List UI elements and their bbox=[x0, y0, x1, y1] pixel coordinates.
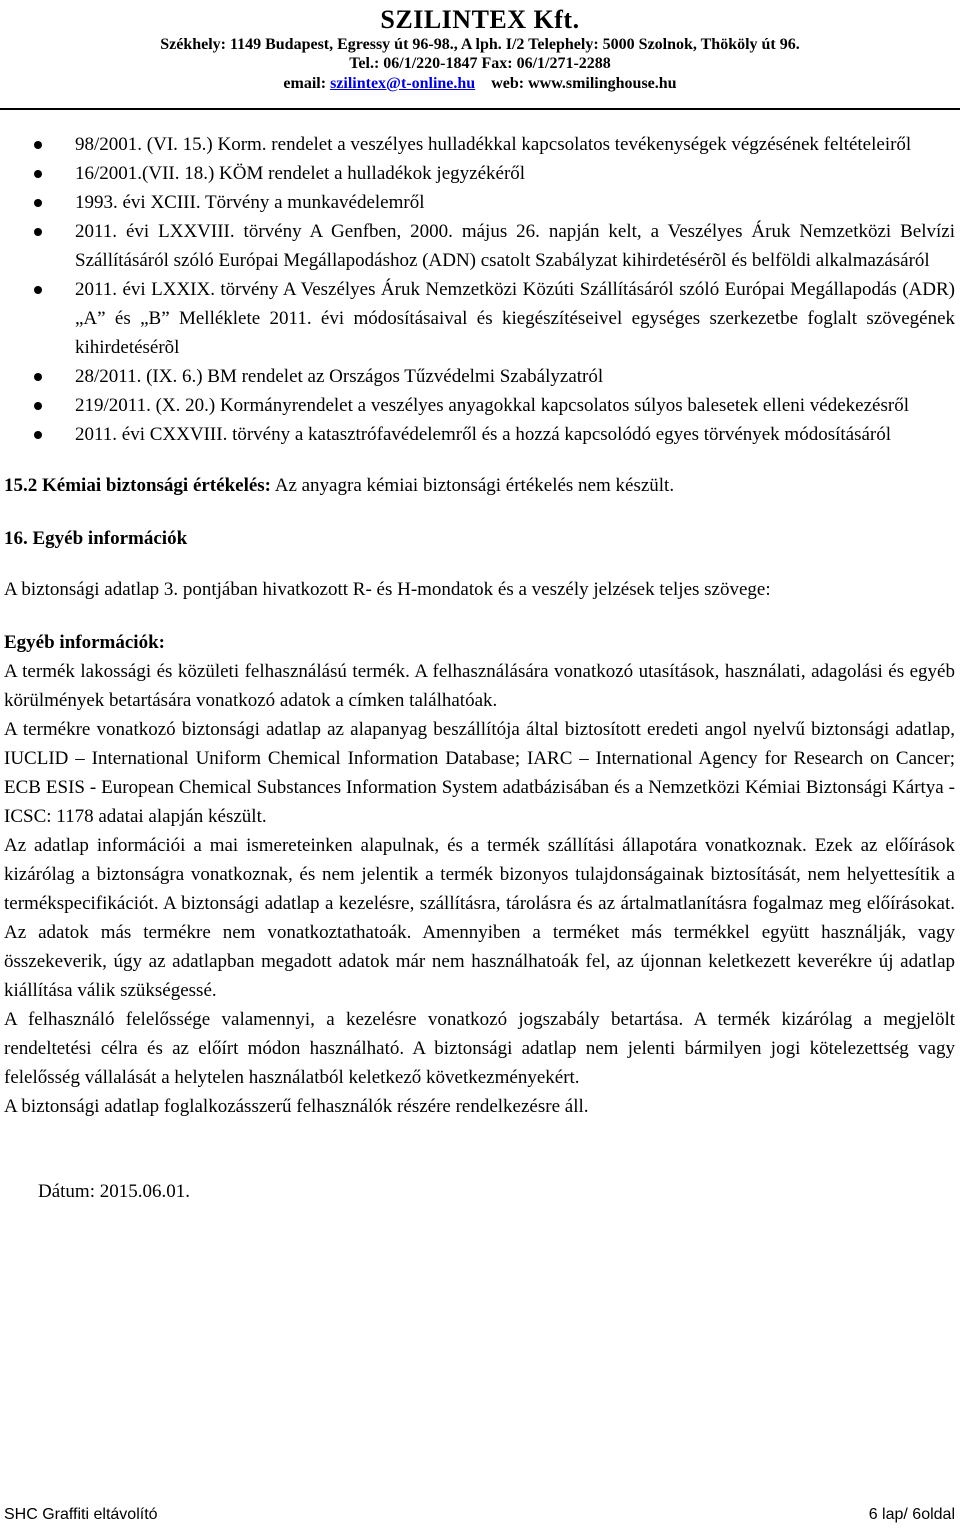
list-item: 2011. évi LXXIX. törvény A Veszélyes Áruk Nemzetközi Közúti Szállításáról szóló Európai Megállapodás (ADR) „A” és „B” Melléklete 2011. évi módosításaival és kiegészítéseivel egységes szerkezetbe foglalt szövegének kihirdetésérõl bbox=[4, 275, 955, 362]
bullet-icon bbox=[34, 402, 42, 410]
list-item: 28/2011. (IX. 6.) BM rendelet az Országos Tűzvédelmi Szabályzatról bbox=[4, 362, 955, 391]
paragraph: A termék lakossági és közületi felhasználású termék. A felhasználására vonatkozó utasítások, használati, adagolási és egyéb körülmények betartására vonatkozó adatok a címken találhatóak. bbox=[4, 661, 955, 711]
email-link[interactable]: szilintex@t-online.hu bbox=[330, 74, 476, 92]
bullet-icon bbox=[34, 170, 42, 178]
page-content bbox=[4, 130, 955, 1206]
section-15-2 bbox=[4, 471, 955, 500]
section-16-heading: 16. Egyéb információk bbox=[4, 528, 188, 549]
list-item: 2011. évi CXXVIII. törvény a katasztrófavédelemről és a hozzá kapcsolódó egyes törvények módosításáról bbox=[4, 420, 955, 449]
list-item: 98/2001. (VI. 15.) Korm. rendelet a veszélyes hulladékkal kapcsolatos tevékenységek végzésének feltételeiről bbox=[4, 130, 955, 159]
list-item: 2011. évi LXXVIII. törvény A Genfben, 2000. május 26. napján kelt, a Veszélyes Áruk Nemzetközi Belvízi Szállításáról szóló Európai Megállapodáshoz (ADN) csatolt Szabályzat kihirdetésérõl és belföldi alkalmazásáról bbox=[4, 217, 955, 275]
other-info-heading: Egyéb információk: bbox=[4, 632, 165, 653]
bullet-icon bbox=[34, 431, 42, 439]
bullet-icon bbox=[34, 373, 42, 381]
footer-page-number: 6 lap/ 6oldal bbox=[868, 1506, 955, 1523]
paragraph: Az adatlap információi a mai ismereteinken alapulnak, és a termék szállítási állapotára vonatkoznak. Ezek az előírások kizárólag a biztonságra vonatkoznak, és nem jelentik a termék bizonyos tulajdonságainak biztosítását, nem helyettesítik a termékspecifikációt. A biztonsági adatlap a kezelésre, szállításra, tárolásra és az ártalmatlanításra fogalmaz meg előírásokat. Az adatok más termékre nem vonatkoztathatoák. Amennyiben a terméket más termékkel együtt használják, vagy összekeverik, úgy az adatlapban megadott adatok már nem használhatoák fel, az újonnan keletkezett keverékre új adatlap kiállítása válik szükségessé. bbox=[4, 835, 955, 1001]
header-divider bbox=[0, 108, 960, 110]
list-item: 219/2011. (X. 20.) Kormányrendelet a veszélyes anyagokkal kapcsolatos súlyos balesetek elleni védekezésről bbox=[4, 391, 955, 420]
list-item: 16/2001.(VII. 18.) KÖM rendelet a hulladékok jegyzékéről bbox=[4, 159, 955, 188]
web-address: www.smilinghouse.hu bbox=[528, 74, 677, 92]
paragraph: A termékre vonatkozó biztonsági adatlap az alapanyag beszállítója által biztosított eredeti angol nyelvű biztonsági adatlap, IUCLID – International Uniform Chemical Information Database; IARC – International Agency for Research on Cancer; ECB ESIS - European Chemical Substances Information System adatbázisában és a Nemzetközi Kémiai Biztonsági Kártya - ICSC: 1178 adatai alapján készült. bbox=[4, 719, 955, 827]
bullet-icon bbox=[34, 228, 42, 236]
phrases-reference: A biztonsági adatlap 3. pontjában hivatkozott R- és H-mondatok és a veszély jelzések teljes szövege: bbox=[4, 579, 771, 600]
section-15-2-heading: 15.2 Kémiai biztonsági értékelés: bbox=[4, 475, 272, 496]
paragraph: A biztonsági adatlap foglalkozásszerű felhasználók részére rendelkezésre áll. bbox=[4, 1096, 589, 1117]
bullet-icon bbox=[34, 199, 42, 207]
company-name: SZILINTEX Kft. bbox=[380, 5, 580, 34]
company-address: Székhely: 1149 Budapest, Egressy út 96-98., A lph. I/2 Telephely: 5000 Szolnok, Thököly út 96. bbox=[160, 36, 800, 54]
regulations-list bbox=[4, 130, 955, 449]
footer-product-name: SHC Graffiti eltávolító bbox=[4, 1506, 158, 1523]
letterhead bbox=[0, 0, 960, 93]
bullet-icon bbox=[34, 286, 42, 294]
section-15-2-text: Az anyagra kémiai biztonsági értékelés nem készült. bbox=[271, 475, 675, 496]
bullet-icon bbox=[34, 141, 42, 149]
list-item: 1993. évi XCIII. Törvény a munkavédelemről bbox=[4, 188, 955, 217]
company-phone: Tel.: 06/1/220-1847 Fax: 06/1/271-2288 bbox=[349, 55, 611, 73]
email-label: email: bbox=[283, 74, 327, 92]
company-contact bbox=[0, 74, 960, 93]
web-label: web: bbox=[491, 74, 525, 92]
document-date: Dátum: 2015.06.01. bbox=[38, 1181, 190, 1202]
paragraph: A felhasználó felelőssége valamennyi, a kezelésre vonatkozó jogszabály betartása. A termék kizárólag a megjelölt rendeltetési célra és az előírt módon használható. A biztonsági adatlap nem jelenti bármilyen jogi kötelezettség vagy felelősség vállalását a helytelen használatból keletkező következményekért. bbox=[4, 1009, 955, 1088]
